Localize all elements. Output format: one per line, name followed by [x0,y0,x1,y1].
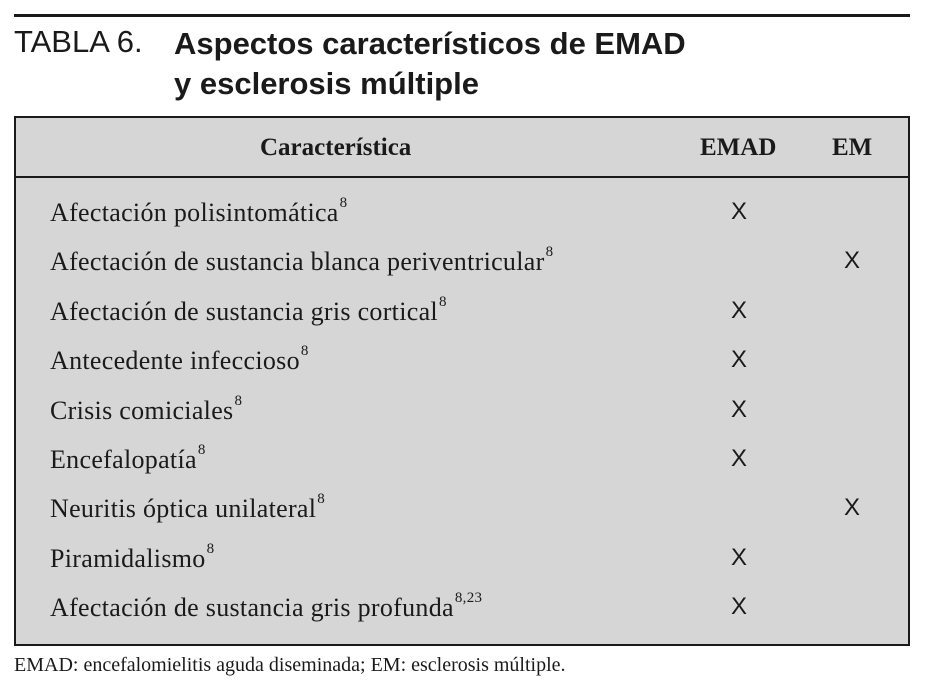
reference-superscript: 8 [206,540,215,557]
cell-characteristic [50,441,206,475]
characteristic-text: Antecedente infeccioso [50,346,300,376]
cell-characteristic [50,392,243,426]
table-row [16,244,908,296]
characteristic-text: Neuritis óptica unilateral [50,494,317,524]
header-characteristic: Característica [260,134,412,161]
cell-characteristic [50,491,326,524]
table-header [16,118,908,178]
cell-emad-mark: X [730,444,747,472]
reference-superscript: 8 [300,343,309,360]
table-row [16,343,908,395]
reference-superscript: 8 [438,293,447,310]
table-title-line-1: Aspectos característicos de EMAD [174,26,686,61]
cell-em-mark: X [843,247,860,275]
top-rule [14,14,910,17]
table-row [16,293,908,346]
table-row [16,491,908,543]
table-footnote: EMAD: encefalomielitis aguda diseminada; EM: esclerosis múltiple. [14,654,566,676]
cell-emad-mark: X [730,395,747,423]
table-row [16,441,908,494]
table-body [16,195,908,643]
cell-em-mark: X [843,494,860,522]
reference-superscript: 8 [234,392,243,409]
table-title-line-2: y esclerosis múltiple [174,66,479,101]
cell-characteristic [50,293,447,327]
reference-superscript: 8 [339,195,348,211]
cell-emad-mark: X [730,593,747,621]
characteristic-text: Piramidalismo [50,543,206,573]
cell-emad-mark: X [730,198,747,225]
table-row [16,392,908,445]
reference-superscript: 8 [197,441,206,458]
characteristic-text: Afectación de sustancia gris cortical [50,296,438,326]
characteristic-text: Encefalopatía [50,444,197,474]
reference-superscript: 8 [317,491,326,508]
characteristic-text: Afectación de sustancia gris profunda [50,593,454,623]
cell-emad-mark: X [730,346,747,374]
cell-characteristic [50,244,554,277]
comparison-table [14,116,910,646]
header-em: EM [832,134,873,161]
header-emad: EMAD [700,134,777,161]
cell-characteristic [50,343,309,376]
table-row [16,590,908,642]
cell-characteristic [50,195,348,228]
characteristic-text: Afectación de sustancia blanca periventricular [50,247,545,277]
cell-characteristic [50,540,215,574]
table-row [16,195,908,247]
characteristic-text: Crisis comiciales [50,395,234,425]
reference-superscript: 8,23 [454,590,483,607]
cell-emad-mark: X [730,296,747,324]
cell-characteristic [50,590,483,623]
reference-superscript: 8 [545,244,554,261]
characteristic-text: Afectación polisintomática [50,198,339,227]
table-number-label: TABLA 6. [14,24,143,59]
cell-emad-mark: X [730,543,747,571]
table-row [16,540,908,593]
table-title-text [174,24,874,104]
